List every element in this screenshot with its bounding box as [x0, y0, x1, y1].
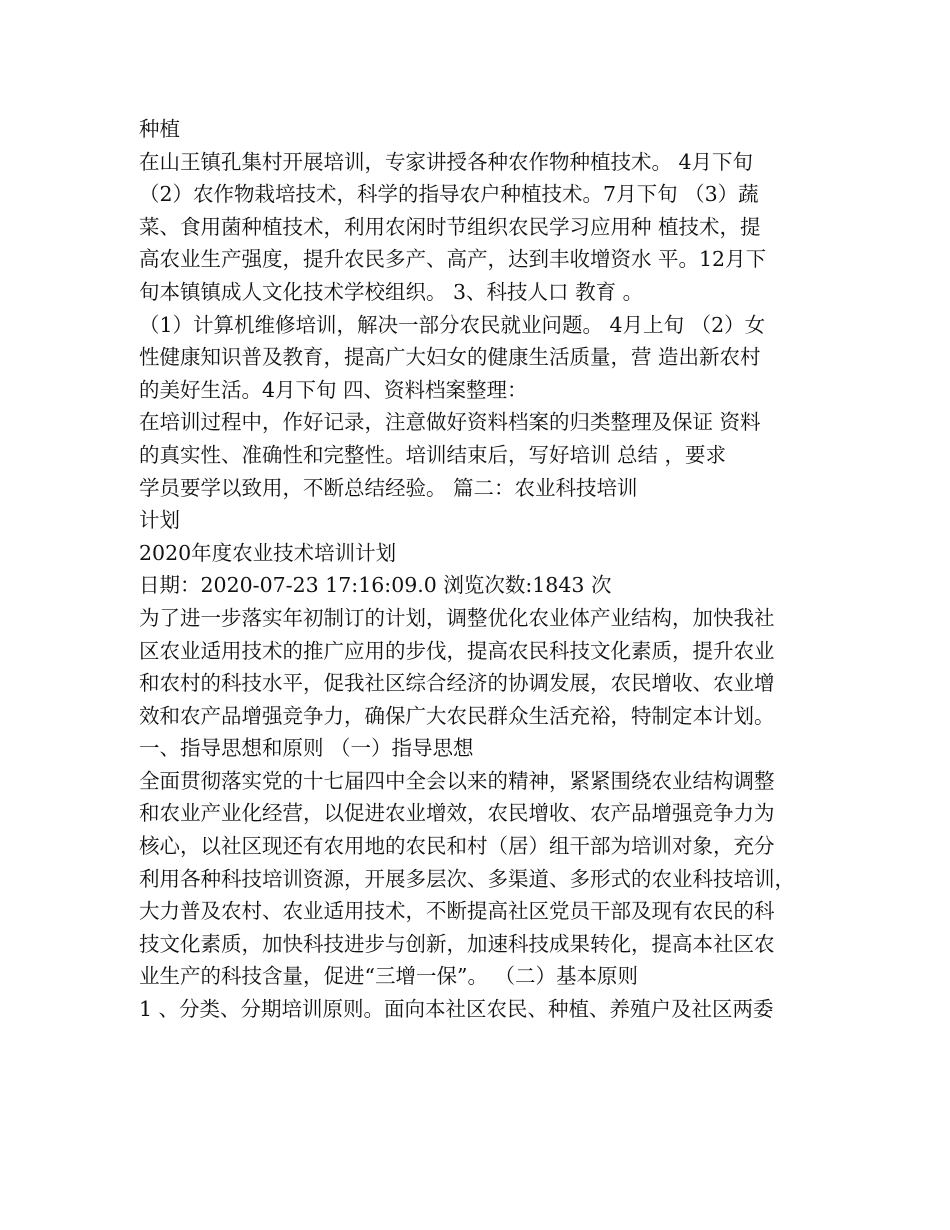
- document-body: [139, 113, 819, 1026]
- text-line: 和农业产业化经营，以促进农业增效，农民增收、农产品增强竞争力为: [139, 801, 775, 826]
- text-line: 菜、食用菌种植技术，利用农闲时节组织农民学习应用种 植技术，提: [139, 214, 761, 239]
- text-line: 效和农产品增强竞争力，确保广大农民群众生活充裕，特制定本计划。: [139, 703, 775, 728]
- document-title: 2020年度农业技术培训计划: [139, 540, 397, 565]
- text-line: 和农村的科技水平，促我社区综合经济的协调发展，农民增收、农业增: [139, 671, 775, 696]
- text-line: 在山王镇孔集村开展培训，专家讲授各种农作物种植技术。 4月下旬: [139, 149, 754, 174]
- text-line: 1 、分类、分期培训原则。面向本社区农民、种植、养殖户及社区两委: [139, 997, 774, 1022]
- text-line: （1）计算机维修培训，解决一部分农民就业问题。 4月上旬 （2）女: [139, 312, 766, 337]
- text-line: 全面贯彻落实党的十七届四中全会以来的精神，紧紧围绕农业结构调整: [139, 768, 775, 793]
- text-line: 高农业生产强度，提升农民多产、高产，达到丰收增资水 平。12月下: [139, 247, 767, 272]
- text-line: 区农业适用技术的推广应用的步伐，提高农民科技文化素质，提升农业: [139, 638, 775, 663]
- text-line: 学员要学以致用，不断总结经验。 篇二：农业科技培训: [139, 475, 638, 500]
- text-line: 技文化素质，加快科技进步与创新，加速科技成果转化，提高本社区农: [139, 931, 775, 956]
- text-line: 在培训过程中，作好记录，注意做好资料档案的归类整理及保证 资料: [139, 410, 761, 435]
- text-line: 性健康知识普及教育，提高广大妇女的健康生活质量，营 造出新农村: [139, 345, 761, 370]
- text-line: 大力普及农村、农业适用技术，不断提高社区党员干部及现有农民的科: [139, 899, 775, 924]
- text-line: 旬本镇镇成人文化技术学校组织。 3、科技人口 教育 。: [139, 279, 644, 304]
- text-line: 业生产的科技含量，促进“三增一保”。 （二）基本原则: [139, 964, 638, 989]
- text-line: 利用各种科技培训资源，开展多层次、多渠道、多形式的农业科技培训，: [139, 866, 795, 891]
- text-line: 核心，以社区现还有农用地的农民和村（居）组干部为培训对象，充分: [139, 834, 775, 859]
- section-heading: 计划: [139, 508, 180, 533]
- section-heading: 一、指导思想和原则 （一）指导思想: [139, 736, 474, 761]
- text-line: 种植: [139, 117, 180, 141]
- text-line: 的真实性、准确性和完整性。培训结束后，写好培训 总结 ，要求: [139, 442, 727, 467]
- text-line: （2）农作物栽培技术，科学的指导农户种植技术。7月下旬 （3）蔬: [139, 182, 759, 207]
- text-line: 的美好生活。4月下旬 四、资料档案整理：: [139, 377, 528, 402]
- date-views-line: 日期：2020-07-23 17:16:09.0 浏览次数:1843 次: [139, 573, 612, 598]
- text-line: 为了进一步落实年初制订的计划，调整优化农业体产业结构，加快我社: [139, 605, 775, 630]
